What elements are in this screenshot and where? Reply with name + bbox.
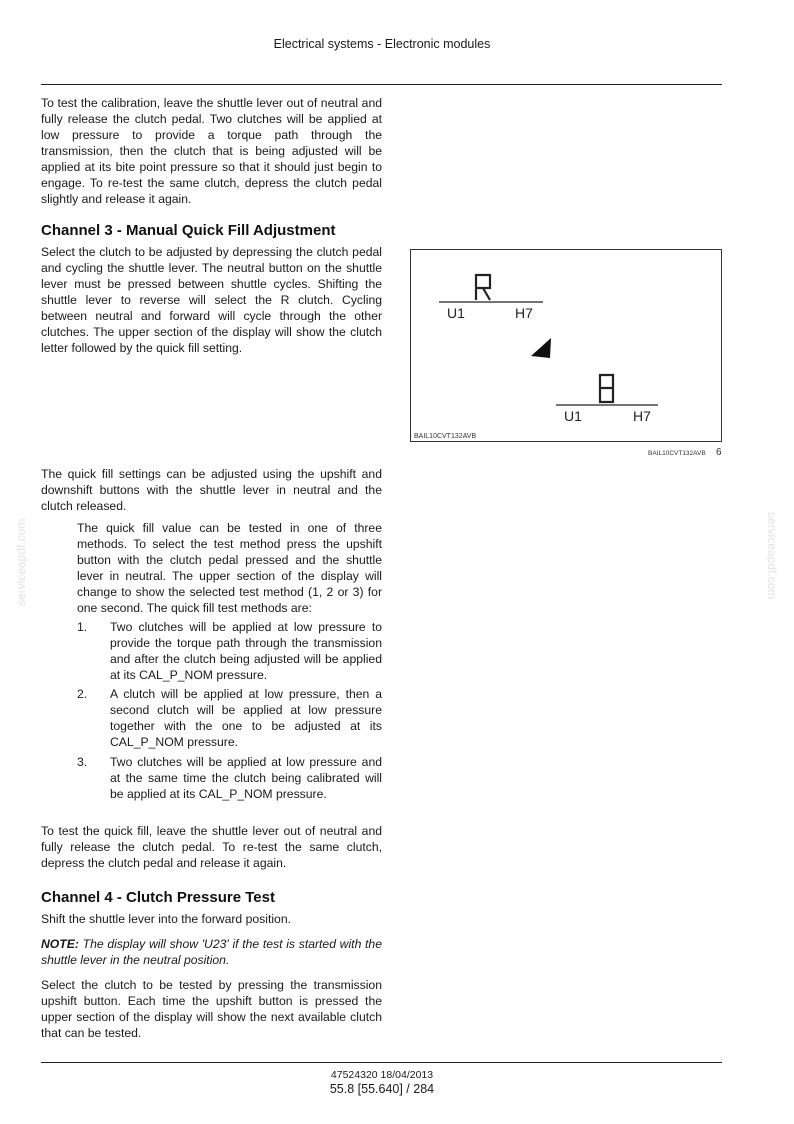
display-top-glyph — [476, 275, 490, 300]
list-item-2-number: 2. — [77, 687, 88, 701]
display-bottom-glyph — [600, 375, 613, 402]
display-bottom-right-label: H7 — [633, 408, 651, 424]
display-diagram — [411, 250, 721, 441]
channel4-paragraph-2: Select the clutch to be tested by pressing the transmission upshift button. Each time the upshift button is pressed the upper section of the display will show the next available clutch that can be tested. — [41, 978, 382, 1040]
display-bottom-left-label: U1 — [564, 408, 582, 424]
channel3-paragraph-1: Select the clutch to be adjusted by depressing the clutch pedal and cycling the shuttle lever. The neutral button on the shuttle lever must be pressed between shuttle cycles. Shifting the shuttle lever to reverse will select the R clutch. Cycling between neutral and forward will cycle through the other clutches. The upper section of the display will show the clutch letter followed by the quick fill setting. — [41, 245, 382, 355]
header-rule — [41, 84, 722, 85]
intro-paragraph: To test the calibration, leave the shuttle lever out of neutral and fully release the clutch pedal. Two clutches will be applied at low pressure to provide a torque path through the transmission, then the clutch that is being adjusted will be applied at its bite point pressure so that it should just begin to engage. To re-test the same clutch, depress the clutch pedal slightly and release it again. — [41, 96, 382, 206]
list-item-2-text: A clutch will be applied at low pressure, then a second clutch will be applied at low pressure together with the one to be adjusted at its CAL_P_NOM pressure. — [110, 687, 382, 749]
channel3-paragraph-3: The quick fill value can be tested in one of three methods. To select the test method press the upshift button with the clutch pedal pressed and the shuttle lever in neutral. The upper section of the display will change to show the selected test method (1, 2 or 3) for one second. The quick fill test methods are: — [77, 521, 382, 615]
figure-inner-code: BAIL10CVT132AVB — [414, 433, 477, 440]
watermark-right: serviceapdf.com — [765, 512, 779, 600]
footer-doc-number: 47524320 18/04/2013 — [330, 1069, 434, 1081]
figure-caption-number: 6 — [716, 447, 722, 458]
list-item-3-number: 3. — [77, 755, 88, 769]
footer-page-number: 55.8 [55.640] / 284 — [329, 1082, 435, 1096]
channel4-paragraph-1: Shift the shuttle lever into the forward position. — [41, 912, 291, 926]
channel3-paragraph-4: To test the quick fill, leave the shuttle lever out of neutral and fully release the clutch pedal. To re-test the same clutch, depress the clutch pedal and release it again. — [41, 824, 382, 870]
channel4-heading: Channel 4 - Clutch Pressure Test — [41, 889, 275, 906]
figure-caption-code: BAIL10CVT132AVB — [648, 450, 706, 457]
watermark-left: serviceapdf.com — [14, 518, 28, 606]
arrow-icon — [531, 338, 551, 358]
note-text: The display will show 'U23' if the test is started with the shuttle lever in the neutral position. — [41, 937, 382, 967]
display-figure — [410, 249, 722, 442]
display-top-left-label: U1 — [447, 305, 465, 321]
list-item-1-text: Two clutches will be applied at low pressure to provide the torque path through the transmission and after the clutch being adjusted will be applied at its CAL_P_NOM pressure. — [110, 620, 382, 682]
page-header-title: Electrical systems - Electronic modules — [273, 37, 491, 51]
list-item-1-number: 1. — [77, 620, 88, 634]
channel3-paragraph-2: The quick fill settings can be adjusted using the upshift and downshift buttons with the shuttle lever in neutral and the clutch released. — [41, 467, 382, 513]
channel4-note — [41, 936, 382, 968]
list-item-3-text: Two clutches will be applied at low pressure and at the same time the clutch being calibrated will be applied at its CAL_P_NOM pressure. — [110, 755, 382, 801]
display-top-right-label: H7 — [515, 305, 533, 321]
footer-rule — [41, 1062, 722, 1063]
note-label: NOTE: — [41, 937, 79, 951]
channel3-heading: Channel 3 - Manual Quick Fill Adjustment — [41, 222, 336, 239]
